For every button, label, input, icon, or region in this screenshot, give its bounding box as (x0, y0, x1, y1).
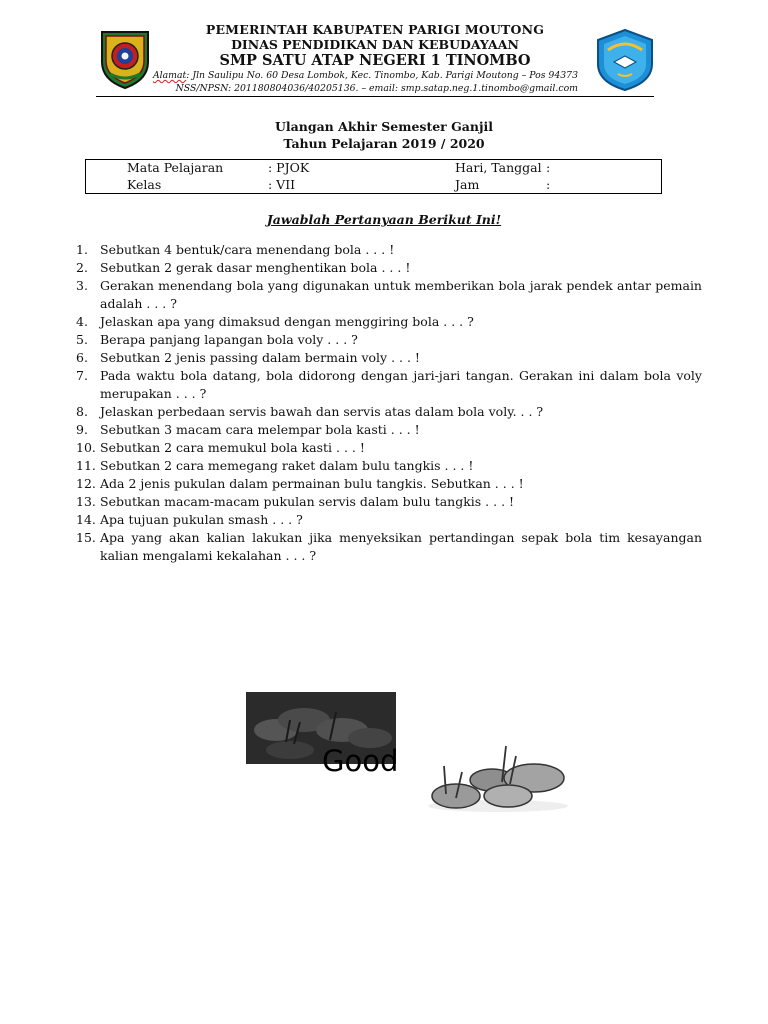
question-item (76, 439, 702, 457)
question-number: 10. (76, 440, 96, 455)
question-list (76, 241, 702, 565)
question-number: 11. (76, 458, 96, 473)
good-stamp-text: Good (322, 744, 399, 778)
ministry-emblem (594, 28, 656, 92)
question-item (76, 529, 702, 565)
question-number: 4. (76, 314, 88, 329)
question-number: 15. (76, 530, 96, 545)
question-item (76, 241, 702, 259)
question-item (76, 403, 702, 421)
question-number: 9. (76, 422, 88, 437)
question-item (76, 349, 702, 367)
question-number: 13. (76, 494, 96, 509)
question-text: Sebutkan 2 cara memukul bola kasti . . . ! (100, 440, 365, 455)
question-number: 12. (76, 476, 96, 491)
question-text: Sebutkan 2 jenis passing dalam bermain voly . . . ! (100, 350, 420, 365)
exam-info-box (85, 159, 662, 194)
question-item (76, 313, 702, 331)
nss-npsn-line: NSS/NPSN: 201180804036/40205136. – email: smp.satap.neg.1.tinombo@gmail.com (175, 83, 578, 94)
question-number: 2. (76, 260, 88, 275)
question-text: Sebutkan 4 bentuk/cara menendang bola . . . ! (100, 242, 395, 257)
question-item (76, 511, 702, 529)
letterhead (160, 22, 590, 70)
address-text: : Jln Saulipu No. 60 Desa Lombok, Kec. Tinombo, Kab. Parigi Moutong – Pos 94373 (186, 70, 578, 81)
question-item (76, 331, 702, 349)
subject-value: : PJOK (268, 160, 310, 175)
question-text: Jelaskan apa yang dimaksud dengan menggiring bola . . . ? (100, 314, 474, 329)
question-text: Ada 2 jenis pukulan dalam permainan bulu tangkis. Sebutkan . . . ! (100, 476, 524, 491)
rocks-grass-image (426, 736, 570, 814)
question-number: 1. (76, 242, 88, 257)
time-label: Jam (455, 177, 480, 192)
question-item (76, 475, 702, 493)
department-name: DINAS PENDIDIKAN DAN KEBUDAYAAN (231, 37, 519, 52)
question-text: Berapa panjang lapangan bola voly . . . ? (100, 332, 358, 347)
question-text: Gerakan menendang bola yang digunakan untuk memberikan bola jarak pendek antar pemain adalah . . . ? (100, 278, 702, 311)
exam-title: Ulangan Akhir Semester Ganjil (275, 119, 493, 134)
question-number: 5. (76, 332, 88, 347)
letterhead-divider (96, 96, 654, 97)
question-item (76, 457, 702, 475)
academic-year: Tahun Pelajaran 2019 / 2020 (283, 136, 485, 151)
question-number: 6. (76, 350, 88, 365)
question-item (76, 277, 702, 313)
instruction-heading: Jawablah Pertanyaan Berikut Ini! (266, 212, 502, 227)
question-text: Sebutkan 3 macam cara melempar bola kasti . . . ! (100, 422, 420, 437)
question-number: 8. (76, 404, 88, 419)
question-text: Jelaskan perbedaan servis bawah dan servis atas dalam bola voly. . . ? (100, 404, 544, 419)
class-value: : VII (268, 177, 296, 192)
time-value: : (546, 177, 551, 192)
question-number: 14. (76, 512, 96, 527)
question-text: Apa yang akan kalian lakukan jika menyeksikan pertandingan sepak bola tim kesayangan kalian mengalami kekalahan . . . ? (100, 530, 702, 563)
question-text: Sebutkan 2 gerak dasar menghentikan bola . . . ! (100, 260, 411, 275)
date-label: Hari, Tanggal (455, 160, 542, 175)
date-value: : (546, 160, 551, 175)
address-label: Alamat (152, 70, 187, 81)
question-text: Pada waktu bola datang, bola didorong dengan jari-jari tangan. Gerakan ini dalam bola voly merupakan . . . ? (100, 368, 702, 401)
subject-label: Mata Pelajaran (127, 160, 224, 175)
school-address (140, 69, 578, 95)
question-text: Sebutkan macam-macam pukulan servis dalam bulu tangkis . . . ! (100, 494, 515, 509)
class-label: Kelas (127, 177, 162, 192)
government-name: PEMERINTAH KABUPATEN PARIGI MOUTONG (205, 22, 545, 37)
question-text: Sebutkan 2 cara memegang raket dalam bulu tangkis . . . ! (100, 458, 474, 473)
question-item (76, 367, 702, 403)
question-number: 3. (76, 278, 88, 293)
question-text: Apa tujuan pukulan smash . . . ? (100, 512, 303, 527)
question-number: 7. (76, 368, 88, 383)
question-item (76, 259, 702, 277)
question-item (76, 493, 702, 511)
question-item (76, 421, 702, 439)
school-name: SMP SATU ATAP NEGERI 1 TINOMBO (219, 52, 531, 69)
